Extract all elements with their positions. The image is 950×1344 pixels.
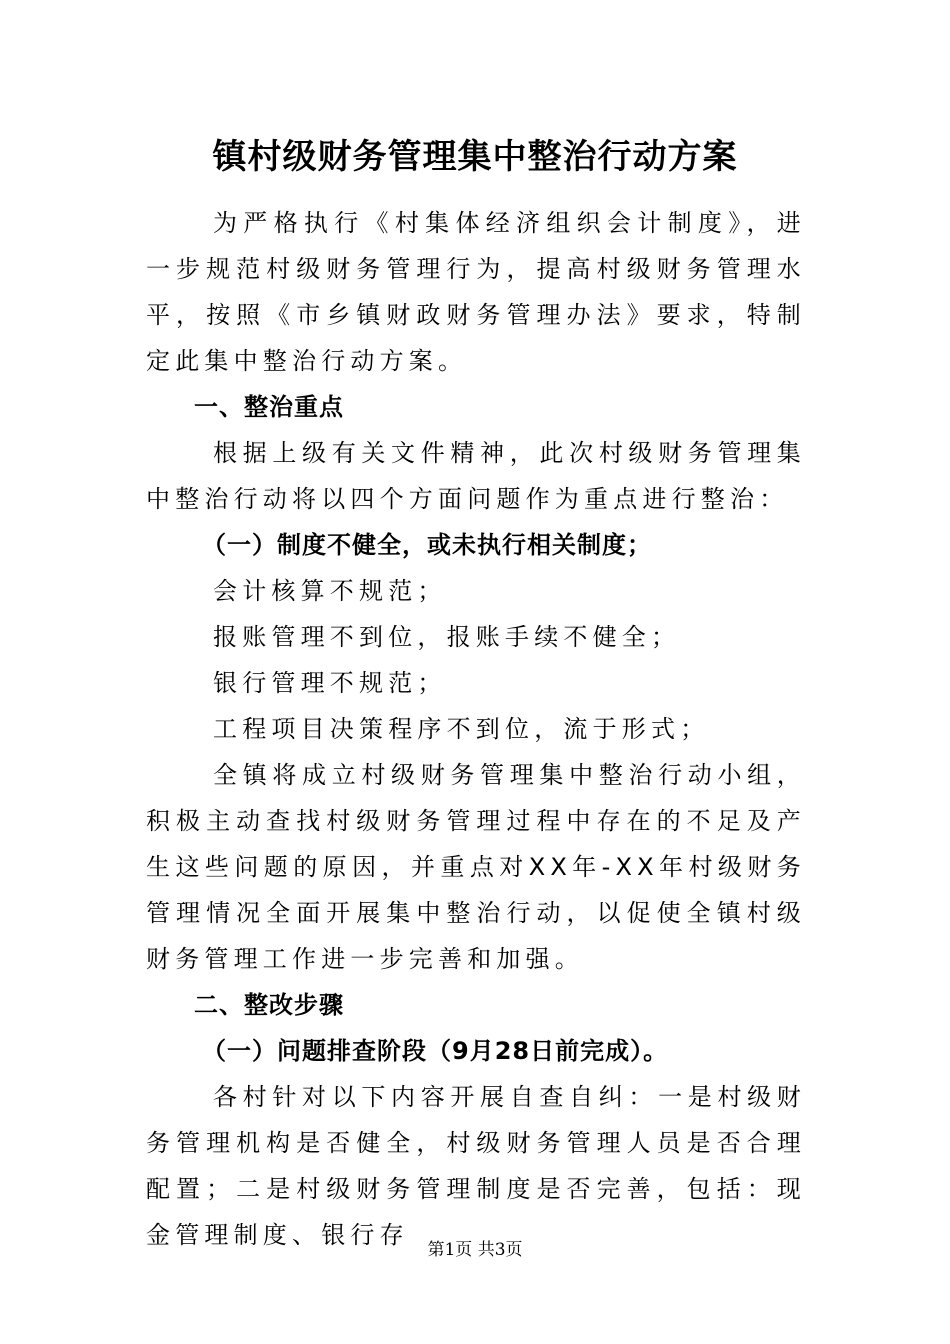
paragraph-selfcheck: 各村针对以下内容开展自查自纠：一是村级财务管理机构是否健全，村级财务管理人员是否合理配置；二是村级财务管理制度是否完善，包括：现金管理制度、银行存 — [146, 1083, 806, 1249]
document-body — [146, 200, 806, 1258]
list-item: 银行管理不规范； — [213, 669, 447, 697]
subsection-heading-1: （一）制度不健全，或未执行相关制度； — [202, 531, 652, 559]
paragraph-focus: 根据上级有关文件精神，此次村级财务管理集中整治行动将以四个方面问题作为重点进行整治： — [146, 439, 806, 513]
list-item: 报账管理不到位，报账手续不健全； — [213, 623, 681, 651]
paragraph-action: 全镇将成立村级财务管理集中整治行动小组，积极主动查找村级财务管理过程中存在的不足及产生这些问题的原因，并重点对XX年-XX年村级财务管理情况全面开展集中整治行动，以促使全镇村级财务管理工作进一步完善和加强。 — [146, 761, 806, 973]
subsection-heading-2: （一）问题排查阶段（9月28日前完成）。 — [202, 1037, 669, 1065]
list-item: 会计核算不规范； — [213, 577, 447, 605]
section-heading-2: 二、整改步骤 — [194, 991, 344, 1019]
section-heading-1: 一、整治重点 — [194, 393, 344, 421]
page-number: 第1页 共3页 — [427, 1240, 523, 1260]
document-title: 镇村级财务管理集中整治行动方案 — [212, 137, 738, 177]
list-item: 工程项目决策程序不到位，流于形式； — [213, 715, 710, 743]
paragraph-intro: 为严格执行《村集体经济组织会计制度》，进一步规范村级财务管理行为，提高村级财务管理水平，按照《市乡镇财政财务管理办法》要求，特制定此集中整治行动方案。 — [146, 209, 806, 375]
